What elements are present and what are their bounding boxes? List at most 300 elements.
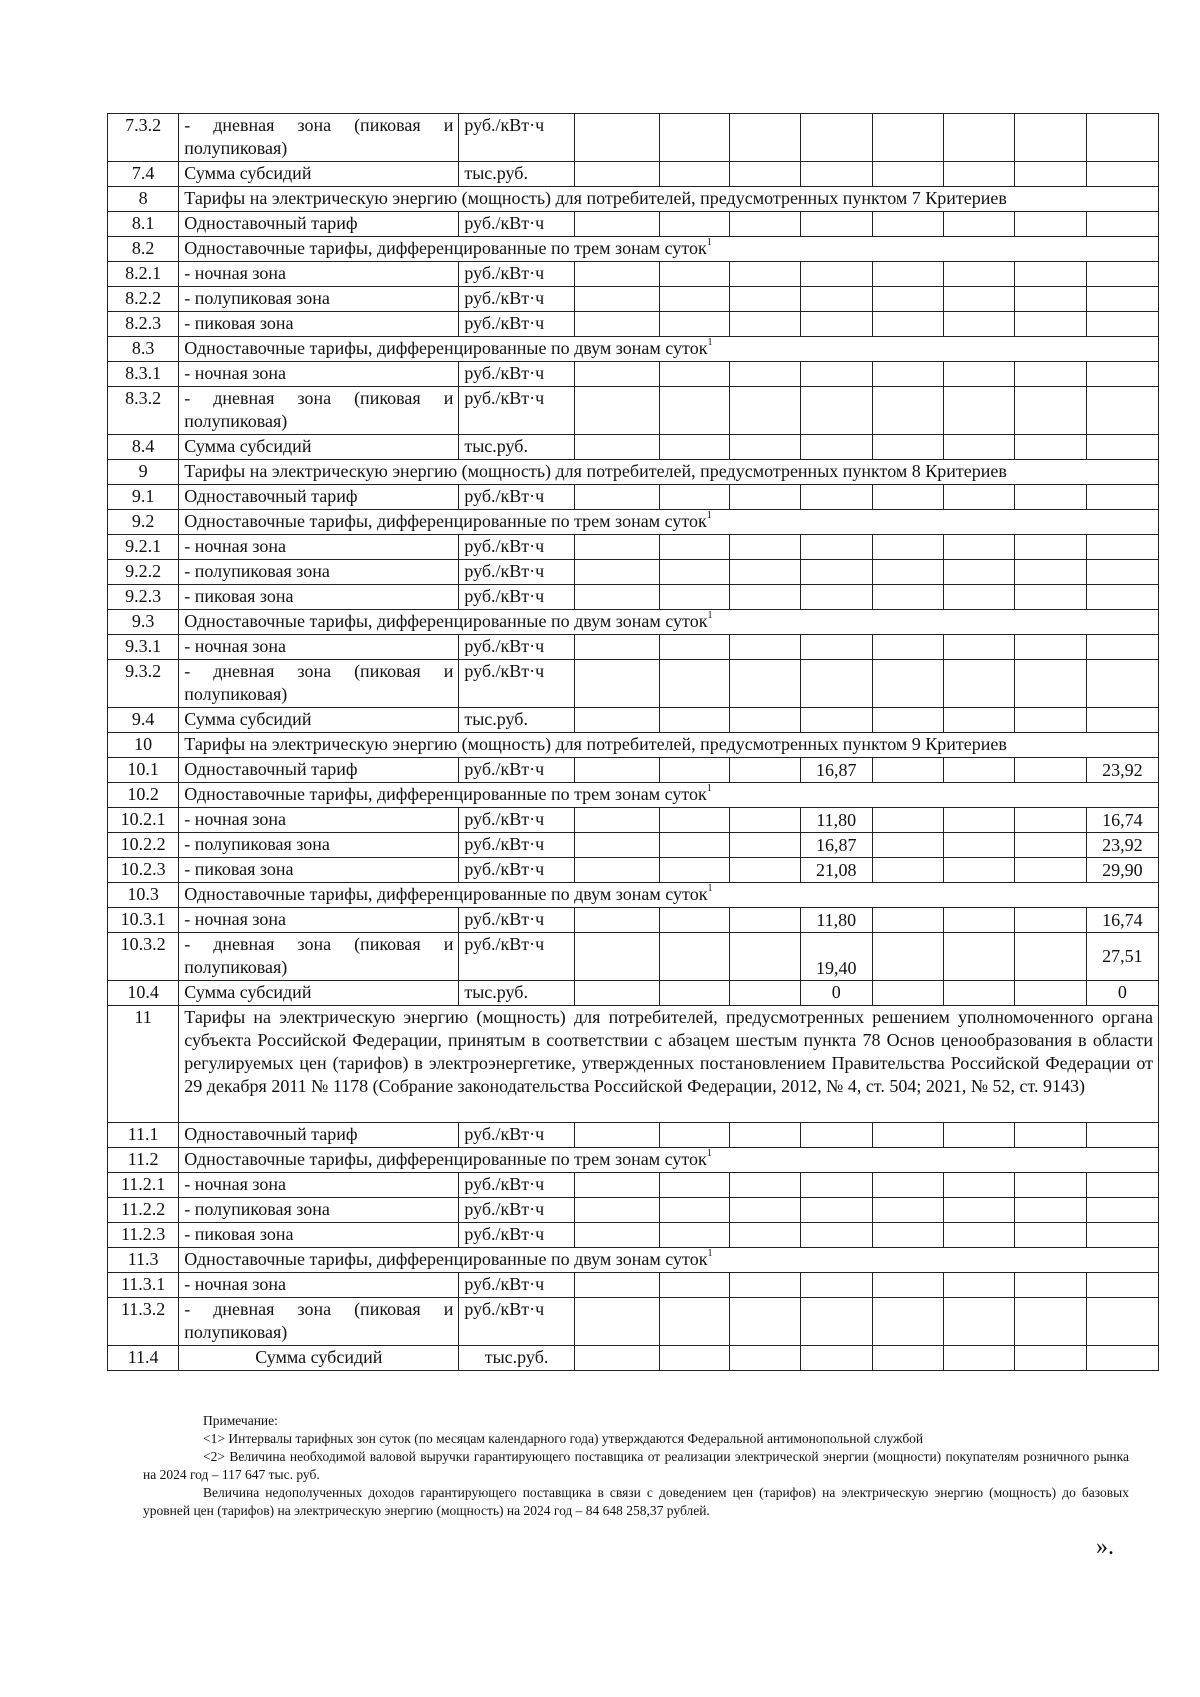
unit: руб./кВт·ч bbox=[459, 908, 574, 933]
table-row bbox=[108, 114, 1159, 162]
table-row bbox=[108, 758, 1159, 783]
value-cell bbox=[1086, 1346, 1158, 1371]
value-cell bbox=[574, 758, 659, 783]
value-cell bbox=[800, 1223, 872, 1248]
section-title bbox=[179, 733, 1159, 758]
value-cell: 0 bbox=[1086, 981, 1158, 1006]
value-cell bbox=[574, 114, 659, 162]
table-row bbox=[108, 312, 1159, 337]
table-row bbox=[108, 262, 1159, 287]
value-cell bbox=[1015, 114, 1086, 162]
closing-quote-mark: ». bbox=[1096, 1534, 1114, 1560]
section-title bbox=[179, 1148, 1159, 1173]
section-title bbox=[179, 460, 1159, 485]
table-row bbox=[108, 287, 1159, 312]
row-number: 10.2.2 bbox=[108, 833, 179, 858]
table-row bbox=[108, 1173, 1159, 1198]
value-cell bbox=[660, 560, 730, 585]
unit: руб./кВт·ч bbox=[459, 485, 574, 510]
value-cell bbox=[730, 435, 800, 460]
row-number: 10.3.1 bbox=[108, 908, 179, 933]
value-cell bbox=[1086, 312, 1158, 337]
indicator-name: - дневная зона (пиковая и полупиковая) bbox=[179, 114, 459, 162]
value-cell bbox=[800, 535, 872, 560]
unit: руб./кВт·ч bbox=[459, 1198, 574, 1223]
value-cell bbox=[944, 262, 1015, 287]
value-cell bbox=[730, 485, 800, 510]
value-cell bbox=[1015, 485, 1086, 510]
value-cell: 16,87 bbox=[800, 758, 872, 783]
value-cell bbox=[944, 162, 1015, 187]
footnote-ref: 1 bbox=[707, 337, 713, 348]
value-cell bbox=[1015, 908, 1086, 933]
table-row bbox=[108, 1148, 1159, 1173]
indicator-name: - дневная зона (пиковая и полупиковая) bbox=[179, 933, 459, 981]
value-cell: 16,87 bbox=[800, 833, 872, 858]
row-number: 9.2.3 bbox=[108, 585, 179, 610]
value-cell bbox=[944, 708, 1015, 733]
unit: тыс.руб. bbox=[459, 708, 574, 733]
value-cell bbox=[944, 981, 1015, 1006]
value-cell bbox=[944, 660, 1015, 708]
value-cell bbox=[730, 312, 800, 337]
table-row bbox=[108, 162, 1159, 187]
value-cell bbox=[1086, 212, 1158, 237]
value-cell bbox=[1086, 535, 1158, 560]
value-cell bbox=[1086, 660, 1158, 708]
value-cell bbox=[944, 833, 1015, 858]
table-row bbox=[108, 733, 1159, 758]
value-cell bbox=[944, 560, 1015, 585]
value-cell bbox=[1015, 981, 1086, 1006]
section-title-text: Одноставочные тарифы, дифференцированные по трем зонам суток bbox=[184, 238, 707, 258]
indicator-name: - дневная зона (пиковая и полупиковая) bbox=[179, 660, 459, 708]
value-cell bbox=[1015, 287, 1086, 312]
value-cell bbox=[574, 708, 659, 733]
unit: руб./кВт·ч bbox=[459, 833, 574, 858]
value-cell bbox=[800, 1123, 872, 1148]
value-cell bbox=[800, 362, 872, 387]
notes-block bbox=[143, 1412, 1129, 1520]
table-row bbox=[108, 1006, 1159, 1123]
value-cell bbox=[1086, 1123, 1158, 1148]
value-cell bbox=[872, 485, 943, 510]
value-cell bbox=[1015, 808, 1086, 833]
value-cell bbox=[944, 1298, 1015, 1346]
value-cell bbox=[1086, 1298, 1158, 1346]
value-cell bbox=[1015, 833, 1086, 858]
value-cell bbox=[730, 114, 800, 162]
section-title bbox=[179, 783, 1159, 808]
value-cell bbox=[944, 585, 1015, 610]
section-title-text: Одноставочные тарифы, дифференцированные по двум зонам суток bbox=[184, 611, 708, 631]
value-cell bbox=[800, 435, 872, 460]
value-cell bbox=[800, 312, 872, 337]
table-row bbox=[108, 933, 1159, 981]
table-row bbox=[108, 560, 1159, 585]
value-cell bbox=[574, 908, 659, 933]
table-row bbox=[108, 908, 1159, 933]
row-number: 11.2 bbox=[108, 1148, 179, 1173]
value-cell bbox=[660, 1173, 730, 1198]
value-cell bbox=[872, 635, 943, 660]
value-cell bbox=[660, 1273, 730, 1298]
footnote-ref: 1 bbox=[706, 510, 712, 521]
indicator-name: - полупиковая зона bbox=[179, 287, 459, 312]
value-cell bbox=[872, 114, 943, 162]
row-number: 11.1 bbox=[108, 1123, 179, 1148]
value-cell bbox=[574, 312, 659, 337]
note-2: <2> Величина необходимой валовой выручки гарантирующего поставщика от реализации электрической энергии (мощности) покупателям розничного рынка на 2024 год – 117 647 тыс. руб. bbox=[143, 1449, 1129, 1482]
value-cell bbox=[730, 362, 800, 387]
value-cell bbox=[574, 1273, 659, 1298]
value-cell bbox=[730, 933, 800, 981]
value-cell bbox=[944, 758, 1015, 783]
value-cell bbox=[660, 1223, 730, 1248]
value-cell: 16,74 bbox=[1086, 808, 1158, 833]
row-number: 11.4 bbox=[108, 1346, 179, 1371]
indicator-name: - полупиковая зона bbox=[179, 560, 459, 585]
section-title-text: Одноставочные тарифы, дифференцированные по трем зонам суток bbox=[184, 784, 707, 804]
section-title bbox=[179, 1006, 1159, 1123]
value-cell bbox=[872, 435, 943, 460]
value-cell bbox=[660, 758, 730, 783]
section-title bbox=[179, 1248, 1159, 1273]
value-cell bbox=[660, 908, 730, 933]
indicator-name: - ночная зона bbox=[179, 808, 459, 833]
indicator-name: - дневная зона (пиковая и полупиковая) bbox=[179, 1298, 459, 1346]
footnote-ref: 1 bbox=[707, 883, 713, 894]
value-cell bbox=[730, 1173, 800, 1198]
footnote-ref: 1 bbox=[706, 1148, 712, 1159]
value-cell bbox=[872, 212, 943, 237]
row-number: 10.1 bbox=[108, 758, 179, 783]
table-row bbox=[108, 660, 1159, 708]
row-number: 11.2.2 bbox=[108, 1198, 179, 1223]
value-cell bbox=[872, 362, 943, 387]
value-cell bbox=[730, 833, 800, 858]
value-cell bbox=[574, 485, 659, 510]
row-number: 8 bbox=[108, 187, 179, 212]
value-cell bbox=[730, 908, 800, 933]
unit: тыс.руб. bbox=[459, 162, 574, 187]
value-cell bbox=[1015, 1223, 1086, 1248]
value-cell bbox=[660, 212, 730, 237]
value-cell bbox=[800, 635, 872, 660]
footnote-ref: 1 bbox=[707, 1248, 713, 1259]
row-number: 8.2 bbox=[108, 237, 179, 262]
value-cell bbox=[660, 635, 730, 660]
value-cell bbox=[1086, 1198, 1158, 1223]
value-cell bbox=[872, 312, 943, 337]
unit: руб./кВт·ч bbox=[459, 535, 574, 560]
value-cell bbox=[1015, 635, 1086, 660]
table-row bbox=[108, 435, 1159, 460]
value-cell bbox=[660, 858, 730, 883]
value-cell: 19,40 bbox=[800, 933, 872, 981]
value-cell bbox=[872, 1173, 943, 1198]
value-cell bbox=[800, 1173, 872, 1198]
row-number: 11.2.1 bbox=[108, 1173, 179, 1198]
value-cell bbox=[574, 435, 659, 460]
row-number: 9.3.1 bbox=[108, 635, 179, 660]
table-row bbox=[108, 858, 1159, 883]
value-cell bbox=[944, 1273, 1015, 1298]
unit: руб./кВт·ч bbox=[459, 262, 574, 287]
value-cell bbox=[1015, 262, 1086, 287]
value-cell bbox=[1015, 1346, 1086, 1371]
section-title-text: Тарифы на электрическую энергию (мощность) для потребителей, предусмотренных решением уполномоченного органа субъекта Российской Федерации, принятым в соответствии с абзацем шестым пункта 78 Основ ценообразования в области регулируемых цен (тарифов) в электроэнергетике, утвержденных постановлением Правительства Российской Федерации от 29 декабря 2011 № 1178 (Собрание законодательства Российской Федерации, 2012, № 4, ст. 504; 2021, № 52, ст. 9143) bbox=[184, 1007, 1153, 1096]
row-number: 10.4 bbox=[108, 981, 179, 1006]
value-cell bbox=[730, 1198, 800, 1223]
unit: руб./кВт·ч bbox=[459, 1173, 574, 1198]
value-cell bbox=[660, 708, 730, 733]
section-title-text: Одноставочные тарифы, дифференцированные по трем зонам суток bbox=[184, 1149, 707, 1169]
value-cell bbox=[944, 933, 1015, 981]
table-row bbox=[108, 1223, 1159, 1248]
row-number: 9.4 bbox=[108, 708, 179, 733]
row-number: 9.3 bbox=[108, 610, 179, 635]
value-cell bbox=[1086, 1273, 1158, 1298]
value-cell bbox=[1086, 287, 1158, 312]
value-cell bbox=[800, 1298, 872, 1346]
value-cell bbox=[660, 1298, 730, 1346]
value-cell bbox=[944, 858, 1015, 883]
value-cell bbox=[872, 162, 943, 187]
value-cell bbox=[1086, 485, 1158, 510]
row-number: 8.1 bbox=[108, 212, 179, 237]
value-cell bbox=[1086, 1173, 1158, 1198]
row-number: 11.3.1 bbox=[108, 1273, 179, 1298]
value-cell bbox=[944, 114, 1015, 162]
value-cell bbox=[944, 908, 1015, 933]
section-title-text: Одноставочные тарифы, дифференцированные по трем зонам суток bbox=[184, 511, 707, 531]
table-row bbox=[108, 535, 1159, 560]
value-cell bbox=[872, 660, 943, 708]
table-row bbox=[108, 362, 1159, 387]
unit: тыс.руб. bbox=[459, 435, 574, 460]
value-cell bbox=[574, 1223, 659, 1248]
value-cell bbox=[944, 1223, 1015, 1248]
value-cell: 0 bbox=[800, 981, 872, 1006]
value-cell bbox=[944, 212, 1015, 237]
indicator-name: - полупиковая зона bbox=[179, 833, 459, 858]
unit: руб./кВт·ч bbox=[459, 1273, 574, 1298]
value-cell bbox=[574, 1173, 659, 1198]
row-number: 9.2.1 bbox=[108, 535, 179, 560]
value-cell bbox=[660, 1123, 730, 1148]
unit: руб./кВт·ч bbox=[459, 758, 574, 783]
value-cell bbox=[872, 1346, 943, 1371]
value-cell bbox=[730, 212, 800, 237]
indicator-name: Одноставочный тариф bbox=[179, 1123, 459, 1148]
table-row bbox=[108, 783, 1159, 808]
section-title-text: Тарифы на электрическую энергию (мощность) для потребителей, предусмотренных пунктом 8 Критериев bbox=[184, 461, 1007, 481]
value-cell bbox=[944, 287, 1015, 312]
indicator-name: - ночная зона bbox=[179, 908, 459, 933]
value-cell bbox=[872, 535, 943, 560]
value-cell bbox=[872, 262, 943, 287]
value-cell: 11,80 bbox=[800, 908, 872, 933]
value-cell bbox=[1015, 585, 1086, 610]
value-cell bbox=[872, 708, 943, 733]
value-cell bbox=[872, 758, 943, 783]
indicator-name: Сумма субсидий bbox=[179, 162, 459, 187]
value-cell: 21,08 bbox=[800, 858, 872, 883]
value-cell bbox=[574, 1198, 659, 1223]
row-number: 10 bbox=[108, 733, 179, 758]
value-cell bbox=[660, 833, 730, 858]
value-cell bbox=[730, 1273, 800, 1298]
value-cell bbox=[944, 635, 1015, 660]
indicator-name: Сумма субсидий bbox=[179, 1346, 459, 1371]
footnote-ref: 1 bbox=[707, 610, 713, 621]
value-cell bbox=[730, 1346, 800, 1371]
indicator-name: - ночная зона bbox=[179, 1273, 459, 1298]
row-number: 11 bbox=[108, 1006, 179, 1123]
indicator-name: - ночная зона bbox=[179, 635, 459, 660]
value-cell bbox=[574, 660, 659, 708]
value-cell bbox=[574, 287, 659, 312]
value-cell bbox=[872, 808, 943, 833]
value-cell bbox=[1086, 1223, 1158, 1248]
value-cell bbox=[1015, 1123, 1086, 1148]
unit: руб./кВт·ч bbox=[459, 1223, 574, 1248]
value-cell bbox=[660, 1198, 730, 1223]
value-cell bbox=[1086, 387, 1158, 435]
value-cell: 29,90 bbox=[1086, 858, 1158, 883]
value-cell: 27,51 bbox=[1086, 933, 1158, 981]
value-cell bbox=[800, 287, 872, 312]
value-cell: 16,74 bbox=[1086, 908, 1158, 933]
value-cell bbox=[574, 808, 659, 833]
value-cell bbox=[574, 212, 659, 237]
value-cell bbox=[1015, 362, 1086, 387]
value-cell bbox=[1015, 1273, 1086, 1298]
value-cell bbox=[574, 262, 659, 287]
value-cell bbox=[872, 858, 943, 883]
unit: руб./кВт·ч bbox=[459, 933, 574, 981]
section-title-text: Одноставочные тарифы, дифференцированные по двум зонам суток bbox=[184, 1249, 708, 1269]
value-cell bbox=[800, 387, 872, 435]
value-cell bbox=[800, 1346, 872, 1371]
table-row bbox=[108, 460, 1159, 485]
value-cell bbox=[800, 560, 872, 585]
value-cell bbox=[730, 560, 800, 585]
value-cell bbox=[872, 1198, 943, 1223]
unit: руб./кВт·ч bbox=[459, 585, 574, 610]
value-cell bbox=[800, 212, 872, 237]
value-cell bbox=[800, 485, 872, 510]
indicator-name: - дневная зона (пиковая и полупиковая) bbox=[179, 387, 459, 435]
value-cell: 11,80 bbox=[800, 808, 872, 833]
indicator-name: Одноставочный тариф bbox=[179, 758, 459, 783]
table-row bbox=[108, 387, 1159, 435]
value-cell bbox=[1086, 560, 1158, 585]
value-cell bbox=[872, 1223, 943, 1248]
table-row bbox=[108, 187, 1159, 212]
value-cell bbox=[800, 162, 872, 187]
table-row bbox=[108, 808, 1159, 833]
section-title bbox=[179, 237, 1159, 262]
unit: руб./кВт·ч bbox=[459, 114, 574, 162]
value-cell bbox=[944, 1123, 1015, 1148]
value-cell bbox=[1015, 858, 1086, 883]
value-cell bbox=[944, 485, 1015, 510]
value-cell bbox=[660, 162, 730, 187]
value-cell bbox=[944, 1173, 1015, 1198]
unit: тыс.руб. bbox=[459, 981, 574, 1006]
unit: руб./кВт·ч bbox=[459, 1298, 574, 1346]
value-cell bbox=[574, 1346, 659, 1371]
row-number: 8.3 bbox=[108, 337, 179, 362]
value-cell bbox=[1086, 362, 1158, 387]
table-row bbox=[108, 635, 1159, 660]
value-cell bbox=[574, 858, 659, 883]
row-number: 11.3 bbox=[108, 1248, 179, 1273]
value-cell bbox=[730, 981, 800, 1006]
value-cell bbox=[944, 312, 1015, 337]
unit: тыс.руб. bbox=[459, 1346, 574, 1371]
value-cell bbox=[730, 708, 800, 733]
value-cell bbox=[944, 535, 1015, 560]
value-cell bbox=[660, 387, 730, 435]
value-cell bbox=[730, 808, 800, 833]
value-cell bbox=[574, 387, 659, 435]
value-cell bbox=[660, 1346, 730, 1371]
table-row bbox=[108, 1123, 1159, 1148]
value-cell bbox=[800, 1198, 872, 1223]
value-cell bbox=[660, 933, 730, 981]
unit: руб./кВт·ч bbox=[459, 660, 574, 708]
row-number: 8.3.1 bbox=[108, 362, 179, 387]
indicator-name: Сумма субсидий bbox=[179, 981, 459, 1006]
row-number: 9.2.2 bbox=[108, 560, 179, 585]
notes-heading: Примечание: bbox=[203, 1413, 278, 1428]
value-cell bbox=[574, 635, 659, 660]
row-number: 10.2 bbox=[108, 783, 179, 808]
table-row bbox=[108, 883, 1159, 908]
value-cell bbox=[872, 560, 943, 585]
value-cell bbox=[872, 585, 943, 610]
value-cell bbox=[1086, 435, 1158, 460]
row-number: 10.2.3 bbox=[108, 858, 179, 883]
row-number: 8.4 bbox=[108, 435, 179, 460]
row-number: 11.3.2 bbox=[108, 1298, 179, 1346]
row-number: 10.2.1 bbox=[108, 808, 179, 833]
value-cell bbox=[574, 362, 659, 387]
section-title-text: Одноставочные тарифы, дифференцированные по двум зонам суток bbox=[184, 338, 708, 358]
value-cell bbox=[730, 858, 800, 883]
value-cell bbox=[800, 1273, 872, 1298]
table-row bbox=[108, 833, 1159, 858]
value-cell bbox=[800, 262, 872, 287]
value-cell bbox=[660, 660, 730, 708]
value-cell: 23,92 bbox=[1086, 833, 1158, 858]
value-cell bbox=[1086, 262, 1158, 287]
value-cell bbox=[574, 1123, 659, 1148]
indicator-name: - пиковая зона bbox=[179, 312, 459, 337]
value-cell bbox=[574, 162, 659, 187]
indicator-name: - пиковая зона bbox=[179, 858, 459, 883]
unit: руб./кВт·ч bbox=[459, 312, 574, 337]
unit: руб./кВт·ч bbox=[459, 808, 574, 833]
row-number: 8.2.1 bbox=[108, 262, 179, 287]
table-row bbox=[108, 485, 1159, 510]
table-row bbox=[108, 237, 1159, 262]
value-cell bbox=[574, 1298, 659, 1346]
value-cell bbox=[660, 262, 730, 287]
